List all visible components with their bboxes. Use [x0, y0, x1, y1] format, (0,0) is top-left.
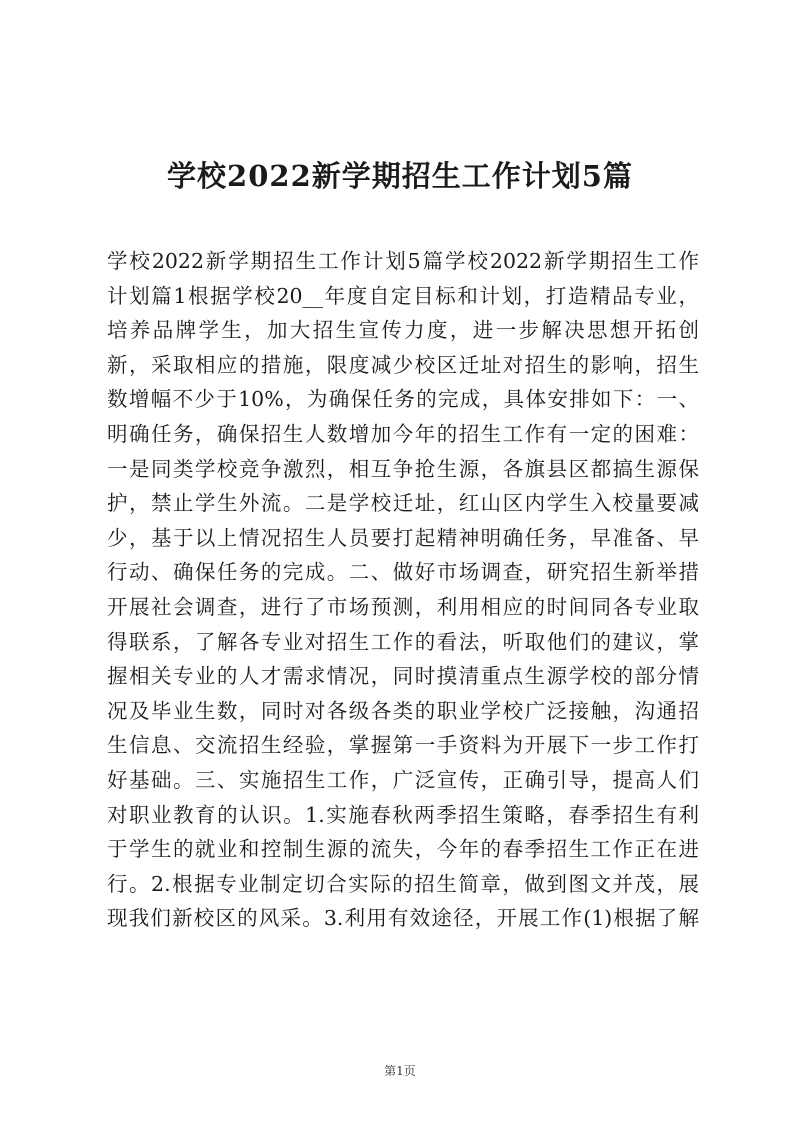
body-line: 数增幅不少于10%，为确保任务的完成，具体安排如下：一、: [107, 387, 699, 412]
body-line: 学校2022新学期招生工作计划5篇学校2022新学期招生工作: [107, 249, 699, 273]
body-line: 行。2.根据专业制定切合实际的招生简章，做到图文并茂，展: [107, 871, 699, 896]
body-line: 况及毕业生数，同时对各级各类的职业学校广泛接触，沟通招: [107, 698, 699, 723]
body-line: 现我们新校区的风采。3.利用有效途径，开展工作(1)根据了解: [107, 906, 699, 931]
body-line: 开展社会调查，进行了市场预测，利用相应的时间同各专业取: [107, 594, 699, 619]
document-body: [107, 244, 699, 936]
body-line: 行动、确保任务的完成。二、做好市场调查，研究招生新举措: [107, 560, 699, 585]
body-line: 握相关专业的人才需求情况，同时摸清重点生源学校的部分情: [107, 664, 699, 689]
body-line: 于学生的就业和控制生源的流失，今年的春季招生工作正在进: [107, 837, 699, 862]
body-line: 护，禁止学生外流。二是学校迁址，红山区内学生入校量要减: [107, 491, 699, 516]
body-line: 计划篇1根据学校20__年度自定目标和计划，打造精品专业，: [107, 283, 699, 308]
body-line: 明确任务，确保招生人数增加今年的招生工作有一定的困难：: [107, 421, 699, 446]
body-line: 一是同类学校竞争激烈，相互争抢生源，各旗县区都搞生源保: [107, 456, 699, 481]
body-line: 培养品牌学生，加大招生宣传力度，进一步解决思想开拓创: [107, 318, 699, 343]
body-line: 新，采取相应的措施，限度减少校区迁址对招生的影响，招生: [107, 352, 699, 377]
page-number: 第1页: [384, 1064, 416, 1078]
body-line: 得联系，了解各专业对招生工作的看法，听取他们的建议，掌: [107, 629, 699, 654]
body-line: 生信息、交流招生经验，掌握第一手资料为开展下一步工作打: [107, 733, 699, 758]
body-line: 对职业教育的认识。1.实施春秋两季招生策略，春季招生有利: [107, 802, 699, 827]
document-title: 学校2022新学期招生工作计划5篇: [167, 159, 633, 193]
body-line: 好基础。三、实施招生工作，广泛宣传，正确引导，提高人们: [107, 767, 699, 792]
body-line: 少，基于以上情况招生人员要打起精神明确任务，早准备、早: [107, 525, 699, 550]
